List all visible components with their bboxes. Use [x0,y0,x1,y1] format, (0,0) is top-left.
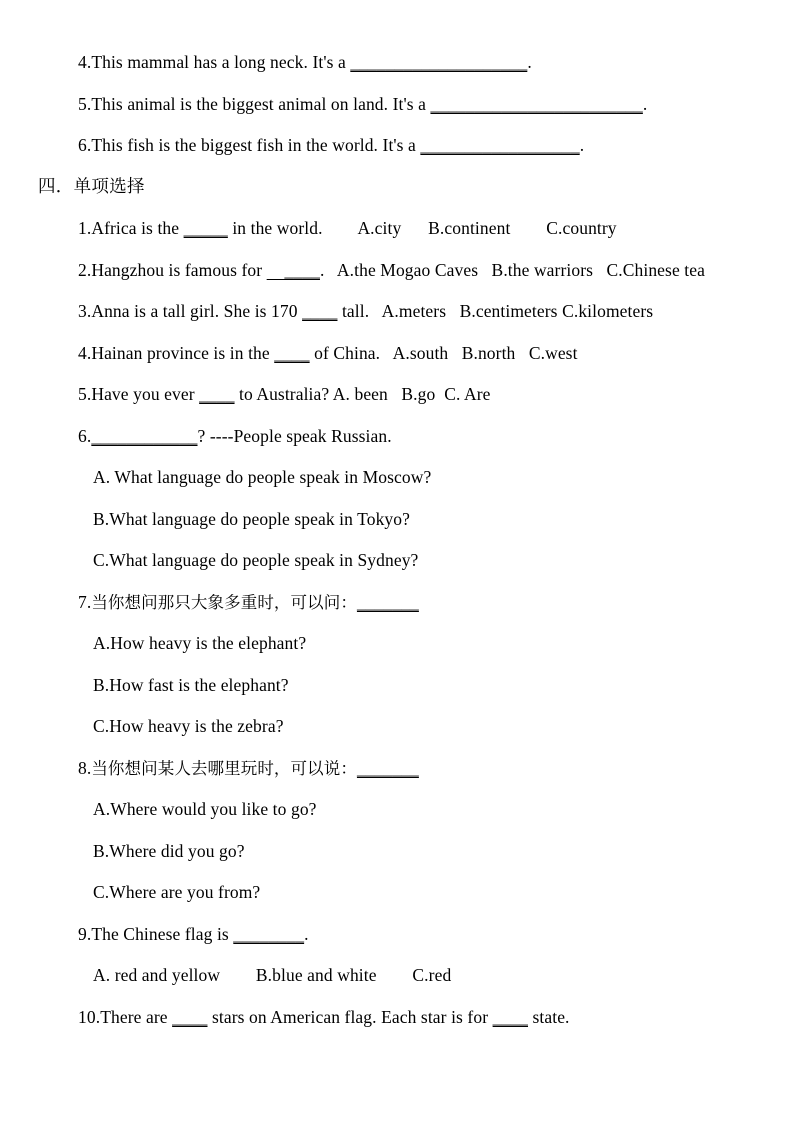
answer-blank[interactable]: _____ [183,218,228,238]
choice-option-a[interactable]: A. been [332,384,388,404]
choice-option-a[interactable]: A.the Mogao Caves [336,259,479,280]
question-text-after: . [579,135,585,155]
question-text-chinese: 当你想问某人去哪里玩时，可以说： [91,758,357,778]
question-number: 6. [78,425,92,446]
choice-option-b[interactable]: B.go [401,384,436,404]
question-text-after: . [304,923,309,944]
answer-blank[interactable]: _______ [356,591,419,612]
question-number: 2. [78,259,92,280]
question-item [0,997,793,1039]
question-number: 4. [78,52,92,72]
choice-option-a[interactable]: A.city [357,218,402,238]
choice-option-b[interactable]: B.the warriors [491,259,594,280]
answer-blank[interactable]: ____ [266,259,320,280]
section-heading-label: 四．单项选择 [38,176,145,197]
choice-option-row [0,955,793,997]
answer-blank[interactable]: ____ [492,1006,529,1027]
question-number: 5. [78,93,92,114]
choice-option-a[interactable]: A. red and yellow [93,965,221,985]
answer-blank[interactable]: _______ [356,757,419,778]
question-text: stars on American flag. Each star is for [207,1006,493,1027]
choice-option-c[interactable]: C. Are [444,384,491,404]
question-item [0,582,793,624]
spacer [435,384,444,404]
question-text: This mammal has a long neck. It's a [91,52,351,72]
question-text-after: state. [528,1006,570,1027]
question-text-after: to Australia? [234,384,330,404]
question-number: 6. [78,135,92,155]
question-text: Hainan province is in the [91,342,275,363]
choice-option-b[interactable]: B.continent [428,218,511,238]
question-number: 3. [78,301,92,321]
choice-option-label: C.What language do people speak in Sydney? [93,550,419,570]
spacer [401,218,428,238]
answer-blank[interactable]: ____ [199,384,235,404]
question-number: 8. [78,757,92,778]
choice-option-label: A.How heavy is the elephant? [93,633,307,653]
choice-option-a[interactable]: A.meters [381,301,447,321]
choice-option-c[interactable]: C.country [546,218,617,238]
choice-option-a[interactable]: A.south [392,342,449,363]
answer-blank[interactable]: ____ [274,342,310,363]
question-number: 9. [78,923,92,944]
question-item [0,333,793,375]
question-number: 5. [78,384,92,404]
answer-blank[interactable]: ________________________ [430,93,643,114]
spacer [377,965,413,985]
question-text-after: tall. [337,301,370,321]
question-item [0,748,793,790]
choice-option-label: B.Where did you go? [93,840,245,861]
question-text: Africa is the [91,218,184,238]
question-item [0,250,793,292]
spacer [380,343,392,363]
choice-option-b[interactable] [0,665,793,707]
question-item [0,416,793,458]
question-text: Anna is a tall girl. She is 170 [91,301,303,321]
choice-option-b[interactable] [0,831,793,873]
choice-option-c[interactable]: C.red [412,965,452,985]
spacer [510,218,546,238]
question-text: This animal is the biggest animal on land. It's a [91,93,431,114]
choice-option-label: B.What language do people speak in Tokyo? [93,508,410,529]
question-text: Have you ever [91,384,200,404]
spacer [388,384,401,404]
answer-blank[interactable]: ________ [233,923,305,944]
question-text: This fish is the biggest fish in the world. It's a [91,135,421,155]
page-content [0,42,793,1038]
choice-option-c[interactable]: C.west [528,342,578,363]
answer-blank[interactable]: ____ [302,301,338,321]
spacer [323,218,358,238]
choice-option-a[interactable] [0,623,793,665]
choice-option-c[interactable]: C.Chinese tea [606,259,705,280]
answer-blank[interactable]: __________________ [420,135,580,155]
question-text-chinese: 当你想问那只大象多重时，可以问： [91,592,357,612]
choice-option-a[interactable] [0,789,793,831]
spacer [478,260,491,280]
question-text: Hangzhou is famous for [91,259,267,280]
choice-option-b[interactable]: B.north [461,342,516,363]
question-text: There are [100,1006,173,1027]
question-number: 4. [78,342,92,363]
question-text-after: . [642,93,648,114]
question-text-after: ? ----People speak Russian. [197,425,392,446]
question-text-after: . [319,259,325,280]
choice-option-label: C.Where are you from? [93,882,261,902]
section-heading [0,167,793,209]
question-text-after: . [527,52,532,72]
answer-blank[interactable]: ____________ [91,425,198,446]
question-text: The Chinese flag is [91,923,234,944]
spacer [593,260,606,280]
spacer [220,965,256,985]
question-item [0,125,793,167]
spacer [448,343,461,363]
question-item [0,374,793,416]
choice-option-b[interactable] [0,499,793,541]
spacer [515,343,528,363]
choice-option-b[interactable]: B.centimeters [459,301,558,321]
choice-option-c[interactable] [0,540,793,582]
question-text-after: of China. [309,342,381,363]
choice-option-c[interactable]: C.kilometers [562,301,654,321]
spacer [446,301,459,321]
question-number: 7. [78,591,92,612]
choice-option-label: C.How heavy is the zebra? [93,716,284,736]
question-item [0,42,793,84]
question-number: 1. [78,218,92,238]
answer-blank[interactable]: ____________________ [350,52,528,72]
spacer [369,301,381,321]
question-number: 10. [78,1006,101,1027]
question-item [0,208,793,250]
choice-option-label: A.Where would you like to go? [93,799,317,819]
question-item [0,84,793,126]
choice-option-c[interactable] [0,706,793,748]
answer-blank[interactable]: ____ [172,1006,208,1027]
spacer [324,260,336,280]
choice-option-label: A. What language do people speak in Moscow? [93,467,432,487]
question-item [0,914,793,956]
choice-option-b[interactable]: B.blue and white [255,965,377,985]
choice-option-label: B.How fast is the elephant? [93,674,289,695]
choice-option-a[interactable] [0,457,793,499]
question-item [0,291,793,333]
question-text-after: in the world. [227,218,323,238]
choice-option-c[interactable] [0,872,793,914]
